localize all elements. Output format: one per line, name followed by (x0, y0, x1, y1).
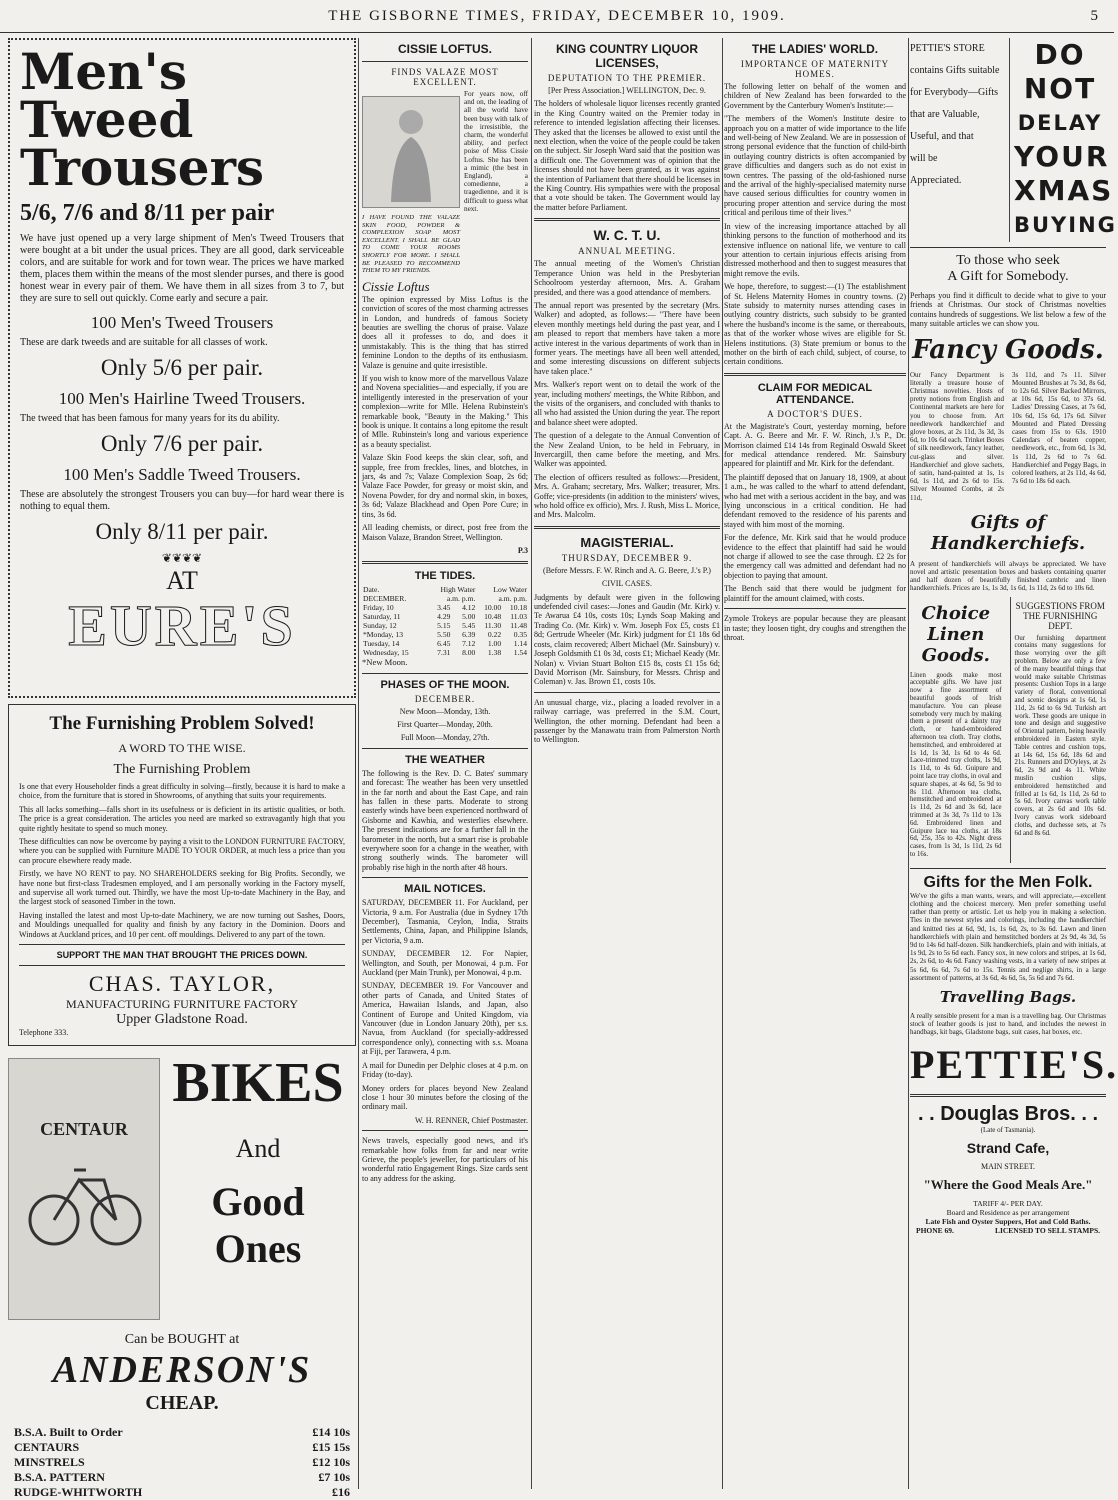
liquor-sub: DEPUTATION TO THE PREMIER. (547, 73, 707, 83)
taylor-phone: Telephone 333. (19, 1028, 69, 1038)
furnish-dept-text: Our furnishing department contains many suggestions for those worrying over the gift problem. Below are only a few of the many beautiful things that would make suitable Christmas presents: Cushion Tops in a large variety of floral, conventional and scenic designs at 1s 6d, 1s 11d, 2s 6d to 6s 9d. Turkish art work. These goods are unique in tone and design and suggestive of Oriental pattern, being heavily embroidered in Eastern style. Table centres and cushion tops, at 14s 6d, 15s 6d, 18s 6d and 21s. Runners and D'Oyleys, at 2s 6d, 2s 9d and 4s 11. White muslin cushion slips, embroidered hemstitched and frilled at 1s 6d, 1s 11d, 2s 6d to 5s 6d. Ivory canvas work table covers, at 2s 6d and 10s 6d. Ivory canvas work sideboard cloths, and duchesse sets, at 7s 6d and 8s 6d. (1014, 634, 1106, 837)
furnishing-p3: These difficulties can now be overcome by paying a visit to the LONDON FURNITURE FACTORY, where you can be supplied with Furniture MADE TO YOUR ORDER, at much less a price than you can procure elsewhere ready made. (19, 837, 345, 865)
anderson-bikes-ad (8, 1052, 356, 1500)
travelling-bags-heading: Travelling Bags. (939, 988, 1077, 1007)
page-number: 5 (1090, 8, 1100, 24)
cafe-phone: PHONE 69. (916, 1225, 954, 1235)
claim-p2: The plaintiff deposed that on January 18, 1909, at about 1 a.m., he was called to the wharf to attend defendant, who had met with a serious accident in the bay, and was lying unconscious in a critical condition. He had defendant removed to the residence of his parents and stayed with him most of the morning. (724, 472, 906, 529)
wctu-title: W. C. T. U. (593, 227, 661, 244)
cissie-p4: Valaze Skin Food keeps the skin clear, soft, and supple, free from freckles, lines, and blotches, in jars, 4s and 7s; Valaze Complexion Soap, 2s 6d; Valaze Face Powder, for greasy or moist skin, and Novena Powder, for dry and normal skin, in boxes, 3s 6d; Valaze Blackhead and Open Pore Cure; in tins, 3s 6d. (362, 453, 528, 519)
wctu-sub: ANNUAL MEETING. (578, 246, 676, 257)
bike-price: £12 10s (312, 1455, 350, 1470)
fancy-goods-b: 3s 11d, and 7s 11. Silver Mounted Brushes at 7s 3d, 8s 6d, to 12s 6d. Silver Backed Mirrors, at 10s 6d, 15s 6d, to 37s 6d. Ladies' Dressing Cases, at 7s 6d, 10s 6d, 15s 6d, 17s 6d. Silver Mounted and Plated Dressing cases from 15s to 63s. 1910 Calendars of beaten copper, needlework, etc., from 6d, 1s 3d, 1s 11d, 2s 6d to 7s 6d. Handkerchief and Peggy Bags, in colored leathers, at 2s 11d, 4s 6d, 7s 6d to 18s 6d each. (1012, 370, 1106, 486)
travelling-bags-text: A really sensible present for a man is a travelling bag. Our Christmas stock of leather goods is just to hand, and includes the newest in handbags, kit bags, Gladstone bags, suit cases, hat boxes, etc. (910, 1012, 1106, 1037)
men-folk-heading: Gifts for the Men Folk. (923, 873, 1093, 891)
furnishing-p5: Having installed the latest and most Up-to-date Machinery, we are now turning out Sashes, Doors, and Mouldings unequalled for quality and finish by any factory in the Dominion. Doors and Windows at Auckland prices, and 10 per cent. off mouldings. Delivered to any part of the town. (19, 910, 345, 939)
mail-text: Money orders for places beyond New Zealand close 1 hour 30 minutes before the closing of the ordinary mail. (362, 1083, 528, 1112)
andersons-cheap: CHEAP. (145, 1392, 219, 1415)
moon-row: First Quarter—Monday, 20th. (397, 719, 493, 729)
pettie-box-line: Useful, and that (910, 131, 974, 142)
tariff: TARIFF 4/- PER DAY. (973, 1198, 1043, 1208)
eures-trousers-ad (8, 38, 356, 698)
bicycle-illustration-icon (8, 1058, 160, 1320)
taylor-address: Upper Gladstone Road. (116, 1012, 248, 1028)
moon-row: New Moon—Monday, 13th. (399, 706, 491, 716)
grieve-notice: News travels, especially good news, and it's remarkable how folks from far and near write Grieve, the people's jeweller, for particulars of his wonderful ratio Engagement Rings. Size cards sent to any address for the asking. (362, 1136, 528, 1183)
liquor-title: KING COUNTRY LIQUOR LICENSES, (555, 42, 698, 70)
men-folk-text: We've the gifts a man wants, wears, and will appreciate,—excellent clothing and the choicest mercery. Men prefer something useful rather than pretty or artistic. Let us help you in making a selection. Ties in the newest styles and colorings, including the handkerchief and knitted ties at 6d, 9d, 1s, 1s 6d, 2s, to 3s 6d. Lawn and linen handkerchiefs with plain and hemstitched borders at 2s 9d, 4s 3d, 5s 9d to 14s 6d half-dozen. Silk handkerchiefs, plain and with initials, at 1s 9d, 2s to 5s 6d each. Fancy sox, in new colors and stripes, at 1s 6d, 2s, 2s 6d, to 4s 6d. Fancy washing vests, in a variety of new stripes at 5s 6d, 6s 6d, 7s 6d to 15s. Tennis and neglige shirts, in a large assortment of patterns, at 3s 6d, 4s 6d, 5s, 5s 6d and 7s 6d. (910, 891, 1106, 982)
pettie-box-line: for Everybody—Gifts (910, 87, 999, 98)
furnishing-p2: This all lacks something—falls short in its usefulness or is deficient in its artistic qualities, or both. The price is a great consideration. The articles you need are marked so extravagantly high that you quite rightly hesitate to spend so much money. (19, 804, 345, 833)
board-residence: Board and Residence as per arrangement (946, 1207, 1070, 1217)
fancy-goods-a: Our Fancy Department is literally a treasure house of Christmas novelties. Hosts of pretty notions from English and Continental markets are here for you to choose from. Art needlework handkerchief and glove boxes, at 2s 11d, 3s 3d, 3s 6d, to 10s 6d each. Trinket Boxes of silk needlework, fancy leather, cut-glass and silver. Handkerchief and glove sachets, of satin, hand-painted at 1s, 1s 6d, 1s 11d, and 2s 6d to 15s. Silver Mounted Combs, at 2s 11d, (910, 370, 1004, 502)
gift-intro: Perhaps you find it difficult to decide what to give to your friends at Christmas. Our stock of Christmas novelties contains hundreds of suggestions. We list below a few of the many suitable articles we can show you. (910, 291, 1106, 329)
furnishing-p4: Firstly, we have NO RENT to pay. NO SHAREHOLDERS seeking for Big Profits. Secondly, we have none but first-class Tradesmen employed, and I am personally working in the Factory myself, and supervise all work turned out. Thirdly, we have the most Up-to-date Machinery in the Bay, and the largest stock of seasoned Timber in the town. (19, 869, 345, 907)
tide-row: Sunday, 12 5.15 5.45 11.30 11.48 (363, 621, 527, 631)
column-1 (8, 38, 356, 1500)
column-rule (358, 38, 359, 1489)
zymole-notice: Zymole Trokeys are popular because they are pleasant in taste; they loosen tight, dry coughs and strengthen the throat. (724, 614, 906, 642)
bike-price-row (14, 1485, 350, 1500)
tides-title: THE TIDES. (414, 570, 476, 583)
claim-p3: For the defence, Mr. Kirk said that he would produce evidence to the effect that plaintiff had said he would not charge if allowed to see the case through. £2 2s for the emergency call was admitted and defendant had no objection to paying that amount. (724, 533, 906, 580)
masthead-title: THE GISBORNE TIMES, FRIDAY, DECEMBER 10, 1909. (328, 8, 786, 24)
mail-signer: W. H. RENNER, Chief Postmaster. (414, 1115, 528, 1125)
item-tweed: 100 Men's Tweed Trousers (90, 313, 274, 332)
seek-line1: To those who seek (956, 253, 1060, 268)
pettie-box (910, 38, 1010, 242)
do-not-delay-word: YOUR (1014, 140, 1110, 173)
ladies-title: THE LADIES' WORLD. (751, 42, 879, 56)
good-meals-slogan: "Where the Good Meals Are." (923, 1176, 1093, 1192)
do-not-delay-word: DO (1034, 38, 1086, 71)
seek-line2: A Gift for Somebody. (947, 269, 1069, 284)
licensed-stamps: LICENSED TO SELL STAMPS. (994, 1225, 1100, 1235)
fancy-goods-heading: Fancy Goods. (912, 334, 1104, 365)
ad-prices: 5/6, 7/6 and 8/11 per pair (20, 200, 275, 226)
cissie-p1: For years now, off and on, the leading of all the world have been busy with talk of the irresistible, the charm, the wonderful ability, and perfect poise of Miss Cissie Loftus. She has been a mimic (the best in England), a comedienne, a tragedienne, and it is difficult to guess what next. (464, 90, 528, 213)
pettie-box-line: contains Gifts suitable (910, 65, 1000, 76)
cissie-sub: FINDS VALAZE MOST EXCELLENT. (391, 67, 499, 87)
wctu-p3: Mrs. Walker's report went on to detail the work of the year, including mothers' meetings, the White Ribbon, and the visits of the organisers, and concluded with thanks to all who had assisted the Union during the year. The report and balance sheet were adopted. (534, 380, 720, 427)
linen-text: Linen goods make most acceptable gifts. We have just now a fine assortment of beautiful goods of Irish manufacture. You can please somebody very much by making them a present of a dainty tray cloth, or hand-embroidered afternoon tea cloth. Tray cloths, hemstitched, and embroidered at 1s 1d, 1s 3d, 1s 6d to 4s 6d. Lace-trimmed tray cloths, 1s 9d, 1s 11d, to 4s 6d. Guipure and point lace tray cloths, in oval and square shapes, at 4s 6d, 5s 9d to 8s 11d. Afternoon tea cloths, hemstitched and embroidered at 1s 11d, 2s 6d and 3s 6d, lace trimmed at 3s 3d, 7s 11d to 13s 6d. Embroidered linen and Guipure lace tea cloths, at 18s 6d, 25s, 35s to 42s. Night dress cases, from 1s 3d, 1s 11d, 2s 6d to 16s. (910, 671, 1002, 859)
liquor-text: The holders of wholesale liquor licenses recently granted in the King Country waited on the Premier today in reference to intended legislation affecting their licenses. They asked that the licenses be allowed to exist until the next election, when the voice of the people could be taken on the subject. Sir Joseph Ward said that the position was a difficult one. The Government was of opinion that the licenses should not have been granted, as it was against the intention of Parliament that there should be licenses in the King Country. His sympathies were with the proposal that a vote should be taken. The Government would lay the matter before Parliament. (534, 99, 720, 212)
item-saddle: 100 Men's Saddle Tweed Trousers. (63, 465, 301, 484)
bike-price: £14 10s (312, 1425, 350, 1440)
bike-model: RUDGE-WHITWORTH (14, 1485, 143, 1500)
strand-cafe: Strand Cafe, (966, 1139, 1050, 1156)
tide-row: Saturday, 11 4.29 5.00 10.48 11.03 (363, 612, 527, 622)
bought-at: Can be BOUGHT at (124, 1332, 240, 1348)
claim-title: CLAIM FOR MEDICAL ATTENDANCE. (757, 381, 873, 406)
claim-sub: A DOCTOR'S DUES. (767, 408, 863, 419)
price-only-3: Only 8/11 per pair. (95, 519, 269, 544)
handkerchief-heading: Gifts of Handkerchiefs. (930, 511, 1086, 554)
good-word: Good (211, 1179, 305, 1225)
ladies-p3: In view of the increasing importance attached by all thinking persons to the function of motherhood and its extensive influence on national life, we venture to call your attention to certain injurious effects arising from distressed motherhood and then to suggest measures that might remove the evils. (724, 221, 906, 278)
mail-text: SUNDAY, DECEMBER 19. For Vancouver and other parts of Canada, and United States of America, Hawaiian Islands, and Japan, also Continent of Europe and United Kingdom, via Vancouver (due in London January 20th), per s.s. Navua, from Auckland (for specially-addressed correspondence only), connecting with s.s. Moana at Fiji, per Tarawera, 4 p.m. (362, 981, 528, 1057)
tides-table: Date. High Water Low Water DECEMBER. a.m. p.m. a.m. p.m. Friday, 10 3.45 4.12 10.00 10.18 Saturday, 11 4.29 5.00 10.48 11.03 Sunday, 12 5.15 5.45 11.30 11.48 *Monday, 13 5.50 6.39 0.22 0.35 Tuesday, 14 6.45 7.12 1.00 1.14 Wednesday, 15 7.31 8.00 1.38 1.54 (363, 585, 527, 658)
column-rule (531, 38, 532, 1489)
ladies-p4: We hope, therefore, to suggest:—(1) The establishment of St. Helens Maternity Homes in country towns. (2) State subsidy to maternity nurses attending cases in outlying country districts, such subsidy to be granted where the husband's income is the same, or thereabouts, as that of the worker whose wives are eligible for St. Helens institutions. (3) State premium or bonus to the mother on the birth of each child, subject, of course, to certain conditions. (724, 282, 906, 367)
moon-row: Full Moon—Monday, 27th. (400, 733, 490, 743)
andersons-logo: ANDERSON'S (52, 1349, 312, 1392)
tides-note: *New Moon. (362, 657, 408, 668)
price-only-2: Only 7/6 per pair. (100, 431, 264, 456)
ladies-p2: "The members of the Women's Institute desire to approach you on a matter of wide importance to the life and well-being of New Zealand. We are in possession of strong personal evidence that the function of child-birth in outlaying country districts is often accompanied by grave difficulties and dangers such as do not exist in town centres. The passing of the old-fashioned nurse and the arrival of the highly-specialised maternity nurse have caused serious difficulties for country women in procuring proper attention and service during the most critical and perilous time of their lives." (724, 114, 906, 218)
mail-title: MAIL NOTICES. (404, 883, 486, 896)
masthead (0, 0, 1114, 33)
bicycle-icon (24, 1140, 144, 1260)
wctu-p5: The election of officers resulted as follows:—President, Mrs. A. Graham; secretary, Mrs. Walker; treasurer, Mrs. Goffe; vice-presidents (in addition to the ministers' wives, who hold office ex officio), Mrs. J. Rush, Miss L. Morice, and Mrs. Malcolm. (534, 472, 720, 520)
price-only-1: Only 5/6 per pair. (100, 355, 264, 380)
do-not-delay-word: DELAY (1017, 111, 1103, 135)
furnishing-support: SUPPORT THE MAN THAT BROUGHT THE PRICES DOWN. (56, 950, 308, 961)
column-4 (724, 38, 906, 1489)
bike-price-row (14, 1455, 350, 1470)
bikes-word: BIKES (172, 1052, 344, 1115)
do-not-delay-word: XMAS (1014, 174, 1114, 207)
and-word: And (235, 1134, 281, 1164)
magisterial-text: Judgments by default were given in the following undefended civil cases:—Jones and Gaudin (Mr. Kirk) v. Te Awarua £4 10s, costs 10s; Lynds Soap Making and Trading Co. (Mr. Kirk) v. Wm. Joseph Fox £5, costs £1 8d; Gertrude Wheeler (Mr. Kirk) judgment for £1 18s 6d costs, claim recovered; Albert Michael (Mr. Sainsbury) v. Joseph Goldsmith £1 0s 3d, costs £1; Michael Keady (Mr. Nolan) v. Vivian Stuart Bolton £15 8s, costs £1 15s 6d; David Morrison (Mr. Sainsbury, for Messrs. Chrisp and Coleman) v. Jas. Brown £1, costs 10s. (534, 592, 720, 687)
magisterial-bench: (Before Messrs. F. W. Rinch and A. G. Beere, J.'s P.) (543, 565, 711, 575)
item-saddle-text: These are absolutely the strongest Trousers you can buy—for hard wear there is nothing to equal them. (20, 489, 344, 512)
claim-p1: At the Magistrate's Court, yesterday morning, before Capt. A. G. Beere and Mr. F. W. Rinch, J.'s P., Dr. Morrison claimed £14 14s from Reginald Oswald Skeet for medical attendance rendered. Mr. Sainsbury appeared for plaintiff and Mr. Kirk for the defendant. (724, 421, 906, 469)
furnishing-headline: The Furnishing Problem Solved! (49, 713, 315, 734)
pettie-box-line: that are Valuable, (910, 109, 980, 120)
mail-text: SUNDAY, DECEMBER 12. For Napier, Wellington, and South, per Monowai, 4 p.m. For Auckland (per Main Trunk), per Monowai, 4 p.m. (362, 949, 528, 978)
bike-model: B.S.A. Built to Order (14, 1425, 123, 1440)
ad-body: We have just opened up a very large shipment of Men's Tweed Trousers that were bought at a bit under the usual prices. They are all good, dark serviceable colors, and are suitable for work and for town wear. The prices we have marked them, places them within the means of the most slender purses, and there is good honest wear in every pair of them. We have them in all sizes from 3 to 7, but they are sure to sell out quickly. Come early and secure a pair. (20, 233, 344, 304)
furnishing-sub: A WORD TO THE WISE. (118, 741, 246, 755)
column-rule (908, 38, 909, 1489)
wctu-p4: The question of a delegate to the Annual Convention of the New Zealand Union, to be held in February, in Invercargill, then came before the meeting, and Mrs. Walker was appointed. (534, 431, 720, 469)
taylor-trade: MANUFACTURING FURNITURE FACTORY (65, 997, 299, 1012)
furnish-dept-heading: SUGGESTIONS FROM THE FURNISHING DEPT. (1015, 600, 1105, 631)
petties-logo: PETTIE'S. (910, 1041, 1118, 1087)
mail-text: SATURDAY, DECEMBER 11. For Auckland, per Victoria, 9 a.m. For Australia (due in Sydney 17th December), Tasmania, Ceylon, India, Straits Settlements, China, Japan, and Philippine Islands, per Victoria, 9 a.m. (362, 898, 528, 945)
cissie-signature: Cissie Loftus (362, 278, 430, 294)
liquor-press: [Per Press Association.] WELLINGTON, Dec. 9. (548, 86, 706, 95)
weather-text: The following is the Rev. D. C. Bates' summary and forecast: The weather has been very unsettled in the far north and about the East Cape, and rain has fallen in these parts. Moderate to strong easterly winds have been experienced northward of Gisborne and Kawhia, and westerlies elsewhere. The present indications are for a further fall in the barometer in the north, but a smart rise is probable everywhere soon for a change in the weather, with strong southerly winds. The barometer will probably rise high in the north after 48 hours. (362, 768, 528, 872)
pettie-box-line: PETTIE'S STORE (910, 43, 985, 54)
main-street: MAIN STREET. (980, 1161, 1036, 1171)
magisterial-title: MAGISTERIAL. (580, 534, 674, 550)
magisterial-cases: CIVIL CASES. (602, 579, 652, 589)
tide-row: *Monday, 13 5.50 6.39 0.22 0.35 (363, 630, 527, 640)
douglas-sub: (Late of Tasmania). (980, 1125, 1036, 1134)
ad-headline: Men's Tweed Trousers (20, 42, 265, 197)
eures-logo: EURE'S (68, 593, 296, 658)
column-rule (722, 38, 723, 1489)
cissie-code: P.3 (517, 545, 528, 555)
wctu-p1: The annual meeting of the Women's Christian Temperance Union was held in the Presbyterian Schoolroom yesterday afternoon, Mrs. A. Graham presided, and there was a good attendance of members. (534, 259, 720, 297)
ladies-sub: IMPORTANCE OF MATERNITY HOMES. (740, 59, 890, 79)
cissie-p5: All leading chemists, or direct, post free from the Maison Valaze, Brandon Street, Wellington. (362, 523, 528, 542)
ladies-p1: The following letter on behalf of the women and children of New Zealand has been forwarded to the Government by the Canterbury Women's Institute:— (724, 82, 906, 110)
column-5 (910, 38, 1118, 1489)
ad-at: AT (166, 566, 198, 595)
do-not-delay (1014, 38, 1117, 242)
bike-price-row (14, 1470, 350, 1485)
furnishing-p1: Is one that every Householder finds a great difficulty in solving—firstly, because it is hard to make a choice, from the furniture that is stored in Showrooms, of anything that suits your requirements. (19, 782, 345, 801)
taylor-name: CHAS. TAYLOR, (88, 971, 276, 997)
tide-row: Wednesday, 15 7.31 8.00 1.38 1.54 (363, 648, 527, 658)
linen-heading: Choice Linen Goods. (921, 602, 991, 666)
wctu-p2: The annual report was presented by the secretary (Mrs. Walker) and adopted, as follows:— "There have been eleven monthly meetings held during the past year, and I am pleased to report that members have taken a more active interest in the various departments of work than in former years. The meetings have all been well attended, and some interesting discussions on different subjects have taken place." (534, 300, 720, 376)
weather-title: THE WEATHER (405, 753, 485, 766)
ones-word: Ones (214, 1226, 302, 1272)
bike-price-row (14, 1440, 350, 1455)
furnishing-ad (8, 704, 356, 1046)
cissie-caption: I HAVE FOUND THE VALAZE SKIN FOOD, POWDER & COMPLEXION SOAP MOST EXCELLENT. I SHALL BE GLAD TO COME YOUR ROOMS SHORTLY FOR MORE. I SHALL BE PLEASED TO RECOMMEND THEM TO MY FRIENDS. (362, 214, 460, 275)
centaur-brand: CENTAUR (40, 1118, 128, 1139)
ornament-icon: ❦❦❦❦ (161, 551, 203, 565)
column-3 (534, 38, 720, 1489)
bike-model: CENTAURS (14, 1440, 80, 1455)
douglas-bros: . . Douglas Bros. . . (917, 1102, 1099, 1125)
furnishing-title: The Furnishing Problem (113, 762, 251, 777)
bike-model: MINSTRELS (14, 1455, 85, 1470)
cissie-title: CISSIE LOFTUS. (397, 42, 492, 56)
bike-price: £7 10s (318, 1470, 350, 1485)
cissie-portrait-icon (362, 96, 460, 208)
item-tweed-text: These are dark tweeds and are suitable for all classes of work. (20, 337, 268, 348)
bike-price-row (14, 1425, 350, 1440)
cissie-p2: The opinion expressed by Miss Loftus is the conviction of scores of the most charming actresses in London, and hundreds of famous Society beauties are swelling the chorus of praise. Valaze does all it professes to do, and does it unmistakably. This is the thing that has stirred feminine London to the depths of its enthusiasm. Valaze is genuine and quite irresistible. (362, 294, 528, 370)
column-2 (362, 38, 528, 1489)
late-suppers: Late Fish and Oyster Suppers, Hot and Cold Baths. (925, 1216, 1091, 1226)
tide-row: Friday, 10 3.45 4.12 10.00 10.18 (363, 603, 527, 613)
bike-price-list (8, 1425, 356, 1500)
handkerchief-text: A present of handkerchiefs will always be appreciated. We have novel and artistic presentation boxes and baskets containing quarter and half dozen of beautifully finished cambric and linen handkerchiefs. Prices are 1s, 1s 3d, 1s 6d, 1s 11d, 2s 6d to 10s 6d. (910, 559, 1106, 593)
bike-price: £15 15s (312, 1440, 350, 1455)
magisterial-date: THURSDAY, DECEMBER 9. (561, 552, 693, 563)
do-not-delay-word: NOT (1023, 72, 1097, 105)
pettie-box-line: Appreciated. (910, 175, 962, 186)
claim-p4: The Bench said that there would be judgment for plaintiff for the amount claimed, with costs. (724, 584, 906, 603)
cissie-p3: If you wish to know more of the marvellous Valaze and Novena specialities—and especially, if you are intelligently interested in the preservation of your complexion—write for Mlle. Helena Rubinstein's remarkable book, "Beauty in the Making." This book is unique. It contains a long epitome the result of Mlle. Rubinstein's long and various experience as a beauty specialist. (362, 374, 528, 449)
bike-model: B.S.A. PATTERN (14, 1470, 105, 1485)
moon-title: PHASES OF THE MOON. (380, 678, 510, 691)
item-hairline-text: The tweed that has been famous for many years for its du ability. (20, 413, 280, 424)
revolver-text: An unusual charge, viz., placing a loaded revolver in a railway carriage, was preferred in the S.M. Court, Wellington, the other morning. Defendant had been a passenger by the Manawatu train from Palmerston North to Wellington. (534, 697, 720, 745)
moon-month: DECEMBER. (414, 693, 476, 704)
item-hairline: 100 Men's Hairline Tweed Trousers. (58, 389, 306, 408)
bike-price: £16 (332, 1485, 350, 1500)
tide-row: Tuesday, 14 6.45 7.12 1.00 1.14 (363, 639, 527, 649)
pettie-box-line: will be (910, 153, 938, 164)
mail-text: A mail for Dunedin per Delphic closes at 4 p.m. on Friday (to-day). (362, 1060, 528, 1080)
do-not-delay-word: BUYING (1014, 213, 1117, 237)
